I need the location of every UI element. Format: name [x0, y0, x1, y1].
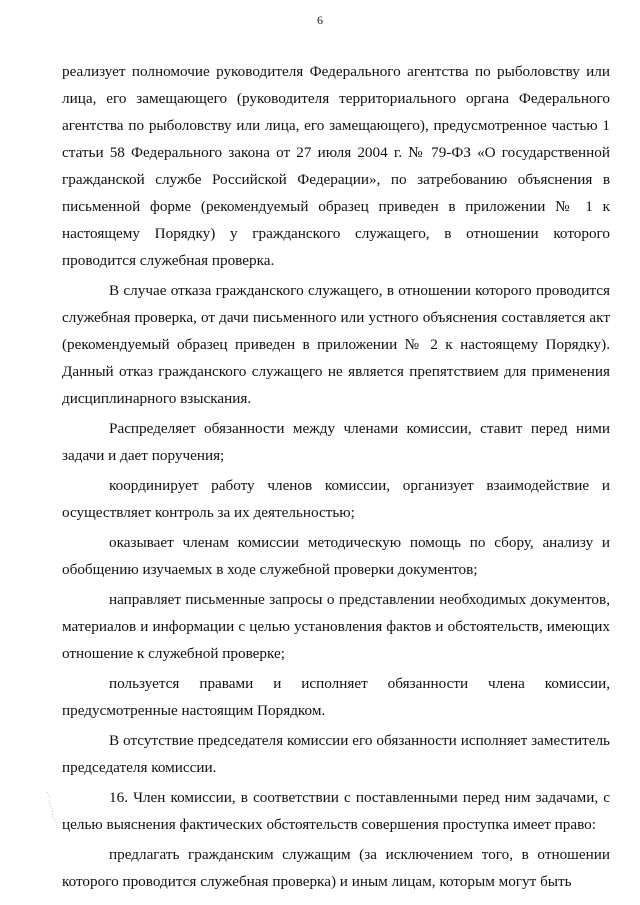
scan-artifact-mark	[44, 790, 64, 830]
paragraph-powers-continuation: реализует полномочие руководителя Федерального агентства по рыболовству или лица, его замещающего (руководителя территориального органа Федерального агентства по рыболовству или лица, его замещающего), предусмотренное частью 1 статьи 58 Федерального закона от 27 июля 2004 г. № 79-ФЗ «О государственной гражданской службе Российской Федерации», по затребованию объяснения в письменной форме (рекомендуемый образец приведен в приложении № 1 к настоящему Порядку) у гражданского служащего, в отношении которого проводится служебная проверка.	[62, 63, 610, 269]
paragraph-section-16: 16. Член комиссии, в соответствии с поставленными перед ним задачами, с целью выяснения фактических обстоятельств совершения проступка имеет право:	[62, 789, 610, 833]
paragraph-propose-to-servants: предлагать гражданским служащим (за исключением того, в отношении которого проводится служебная проверка) и иным лицам, которым могут быть	[62, 846, 610, 890]
paragraph-refusal-act: В случае отказа гражданского служащего, в отношении которого проводится служебная проверка, от дачи письменного или устного объяснения составляется акт (рекомендуемый образец приведен в приложении № 2 к настоящему Порядку). Данный отказ гражданского служащего не является препятствием для применения дисциплинарного взыскания.	[62, 282, 610, 407]
paragraph-distributes-duties: Распределяет обязанности между членами комиссии, ставит перед ними задачи и дает поручения;	[62, 420, 610, 464]
paragraph-methodical-help: оказывает членам комиссии методическую помощь по сбору, анализу и обобщению изучаемых в ходе служебной проверки документов;	[62, 534, 610, 578]
paragraph-coordinates-work: координирует работу членов комиссии, организует взаимодействие и осуществляет контроль за их деятельностью;	[62, 477, 610, 521]
paragraph-deputy-chair: В отсутствие председателя комиссии его обязанности исполняет заместитель председателя комиссии.	[62, 732, 610, 776]
document-body	[62, 58, 610, 895]
paragraph-member-rights: пользуется правами и исполняет обязанности члена комиссии, предусмотренные настоящим Порядком.	[62, 675, 610, 719]
page-number: 6	[317, 13, 323, 27]
paragraph-written-requests: направляет письменные запросы о представлении необходимых документов, материалов и информации с целью установления фактов и обстоятельств, имеющих отношение к служебной проверке;	[62, 591, 610, 662]
